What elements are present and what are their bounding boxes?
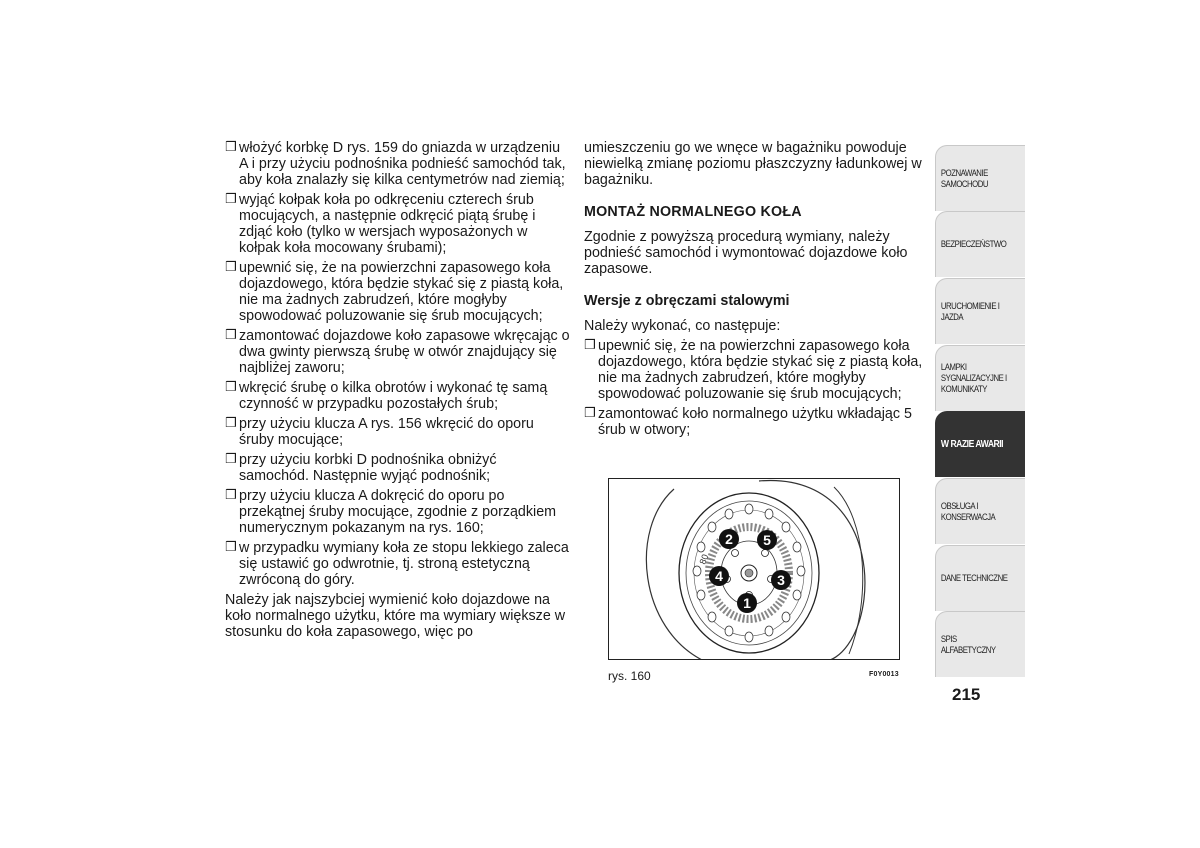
checkbox-bullet-icon: ❒	[225, 540, 237, 555]
sub-intro-paragraph: Należy wykonać, co następuje:	[584, 318, 781, 334]
bolt-badge-5	[757, 530, 777, 550]
wheel-figure	[608, 478, 900, 660]
list-item: ❒ włożyć korbkę D rys. 159 do gniazda w urządzeniu A i przy użyciu podnośnika podnieść samochód tak, aby koła znalazły się kilka centymetrów nad ziemią;	[225, 140, 566, 188]
checkbox-bullet-icon: ❒	[584, 338, 596, 353]
checkbox-bullet-icon: ❒	[225, 192, 237, 207]
bolt-badge-1	[737, 593, 757, 613]
figure-caption: rys. 160	[608, 669, 651, 683]
svg-text:1: 1	[743, 595, 751, 611]
tab-obsluga-i-konserwacja[interactable]: OBSŁUGA I KONSERWACJA	[935, 478, 1025, 544]
rim-marking: 80	[697, 552, 711, 566]
list-item: ❒ zamontować dojazdowe koło zapasowe wkręcając o dwa gwinty pierwszą śrubę w otwór znajdujący się najbliżej zaworu;	[225, 328, 570, 376]
list-item: ❒ przy użyciu klucza A rys. 156 wkręcić do oporu śruby mocujące;	[225, 416, 534, 448]
tab-poznawanie-samochodu[interactable]: POZNAWANIE SAMOCHODU	[935, 145, 1025, 211]
closing-paragraph: Należy jak najszybciej wymienić koło dojazdowe na koło normalnego użytku, które ma wymiary większe w stosunku do koła zapasowego, więc po	[225, 592, 566, 640]
list-item: ❒ wyjąć kołpak koła po odkręceniu czterech śrub mocujących, a następnie odkręcić piątą śrubę i zdjąć koło (tylko w wersjach wyposażonych w kołpak koła mocowany śrubami);	[225, 192, 536, 256]
tab-lampki-sygnalizacyjne[interactable]: LAMPKI SYGNALIZACYJNE I KOMUNIKATY	[935, 345, 1025, 411]
checkbox-bullet-icon: ❒	[584, 406, 596, 421]
tab-bezpieczenstwo[interactable]: BEZPIECZEŃSTWO	[935, 211, 1025, 277]
tab-dane-techniczne[interactable]: DANE TECHNICZNE	[935, 545, 1025, 611]
figure-code: F0Y0013	[869, 671, 899, 678]
tab-w-razie-awarii[interactable]: W RAZIE AWARII	[935, 411, 1025, 477]
left-column	[225, 140, 570, 644]
checkbox-bullet-icon: ❒	[225, 452, 237, 467]
tab-uruchomienie-i-jazda[interactable]: URUCHOMIENIE I JAZDA	[935, 278, 1025, 344]
checkbox-bullet-icon: ❒	[225, 328, 237, 343]
list-item: ❒ przy użyciu klucza A dokręcić do oporu po przekątnej śruby mocujące, zgodnie z porządkiem numerycznym pokazanym na rys. 160;	[225, 488, 557, 536]
svg-text:3: 3	[777, 572, 785, 588]
checkbox-bullet-icon: ❒	[225, 488, 237, 503]
bolt-badge-2	[719, 529, 739, 549]
svg-text:5: 5	[763, 532, 771, 548]
continuation-paragraph: umieszczeniu go we wnęce w bagażniku powoduje niewielką zmianę poziomu płaszczyzny ładunkowej w bagażniku.	[584, 140, 922, 188]
checkbox-bullet-icon: ❒	[225, 260, 237, 275]
svg-text:2: 2	[725, 531, 733, 547]
list-item: ❒ upewnić się, że na powierzchni zapasowego koła dojazdowego, która będzie stykać się z piastą koła, nie ma żadnych zabrudzeń, które mogłyby spowodować poluzowanie się śrub mocujących;	[584, 338, 923, 402]
checkbox-bullet-icon: ❒	[225, 140, 237, 155]
list-item: ❒ upewnić się, że na powierzchni zapasowego koła dojazdowego, która będzie stykać się z piastą koła, nie ma żadnych zabrudzeń, które mogłyby spowodować poluzowanie się śrub mocujących;	[225, 260, 564, 324]
svg-text:4: 4	[715, 568, 723, 584]
bolt-badge-3	[771, 570, 791, 590]
list-item: ❒ w przypadku wymiany koła ze stopu lekkiego zaleca się ustawić go odwrotnie, tj. stroną estetyczną zwróconą do góry.	[225, 540, 569, 588]
list-item: ❒ zamontować koło normalnego użytku wkładając 5 śrub w otwory;	[584, 406, 912, 438]
wheel-illustration	[609, 479, 900, 660]
page-number: 215	[952, 685, 981, 704]
tab-spis-alfabetyczny[interactable]: SPIS ALFABETYCZNY	[935, 611, 1025, 677]
subsection-heading: Wersje z obręczami stalowymi	[584, 293, 790, 309]
checkbox-bullet-icon: ❒	[225, 416, 237, 431]
bolt-badge-4	[709, 566, 729, 586]
section-heading: MONTAŻ NORMALNEGO KOŁA	[584, 204, 802, 220]
right-column	[584, 140, 924, 442]
intro-paragraph: Zgodnie z powyższą procedurą wymiany, należy podnieść samochód i wymontować dojazdowe koło zapasowe.	[584, 229, 908, 277]
list-item: ❒ wkręcić śrubę o kilka obrotów i wykonać tę samą czynność w przypadku pozostałych śrub;	[225, 380, 548, 412]
list-item: ❒ przy użyciu korbki D podnośnika obniżyć samochód. Następnie wyjąć podnośnik;	[225, 452, 497, 484]
checkbox-bullet-icon: ❒	[225, 380, 237, 395]
